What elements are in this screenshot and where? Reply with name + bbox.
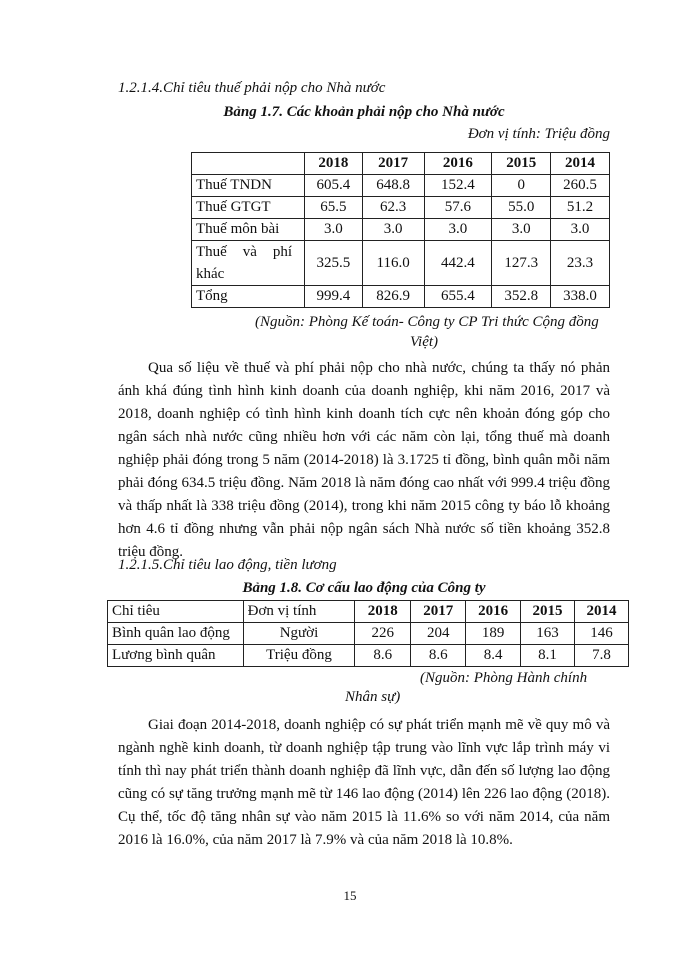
table-cell: 352.8 xyxy=(492,286,551,308)
row-label xyxy=(192,241,305,286)
table-cell: 152.4 xyxy=(424,175,492,197)
row-label-word: phí xyxy=(272,244,292,260)
table-cell: 51.2 xyxy=(551,197,610,219)
table-cell: 226 xyxy=(355,623,411,645)
table-cell: 57.6 xyxy=(424,197,492,219)
table-header-row xyxy=(108,601,629,623)
table-cell: 116.0 xyxy=(362,241,424,286)
table-cell: 8.4 xyxy=(466,645,521,667)
table-cell: 204 xyxy=(411,623,466,645)
table-row xyxy=(108,645,629,667)
row-label: Tổng xyxy=(192,286,305,308)
row-label: Bình quân lao động xyxy=(108,623,244,645)
header-cell xyxy=(192,153,305,175)
table-cell: 3.0 xyxy=(492,219,551,241)
header-cell: 2017 xyxy=(362,153,424,175)
table-row xyxy=(192,241,610,286)
header-cell: 2015 xyxy=(521,601,575,623)
table-row xyxy=(192,219,610,241)
row-label-line1 xyxy=(196,241,292,263)
page-number: 15 xyxy=(343,888,357,903)
table-cell: 0 xyxy=(492,175,551,197)
row-unit: Người xyxy=(243,623,355,645)
row-unit: Triệu đồng xyxy=(243,645,355,667)
header-cell: 2014 xyxy=(575,601,629,623)
table-cell: 3.0 xyxy=(551,219,610,241)
table-row xyxy=(192,197,610,219)
table-cell: 3.0 xyxy=(362,219,424,241)
table-cell: 8.1 xyxy=(521,645,575,667)
table-source-tax: (Nguồn: Phòng Kế toán- Công ty CP Tri thức Cộng đồng xyxy=(255,314,599,330)
table-title-tax: Bảng 1.7. Các khoản phải nộp cho Nhà nước xyxy=(223,104,505,120)
table-cell: 325.5 xyxy=(304,241,362,286)
table-source-labor: (Nguồn: Phòng Hành chính xyxy=(420,670,588,686)
row-label: Thuế môn bài xyxy=(192,219,305,241)
header-cell: 2016 xyxy=(466,601,521,623)
table-cell: 605.4 xyxy=(304,175,362,197)
table-cell: 62.3 xyxy=(362,197,424,219)
table-row xyxy=(192,286,610,308)
table-cell: 65.5 xyxy=(304,197,362,219)
header-cell: 2015 xyxy=(492,153,551,175)
header-cell: 2014 xyxy=(551,153,610,175)
header-cell: 2018 xyxy=(355,601,411,623)
row-label: Lương bình quân xyxy=(108,645,244,667)
section-heading-tax: 1.2.1.4.Chỉ tiêu thuế phải nộp cho Nhà nước xyxy=(118,80,386,96)
paragraph-tax-analysis: Qua số liệu về thuế và phí phải nộp cho nhà nước, chúng ta thấy nó phản ánh khá đúng tình hình kinh doanh của doanh nghiệp, khi năm 2016, 2017 và 2018, doanh nghiệp có tình hình kinh doanh tích cực nên khoản đóng góp cho ngân sách nhà nước cũng nhiều hơn với các năm còn lại, tổng thuế mà doanh nghiệp phải đóng trong 5 năm (2014-2018) là 3.1725 tỉ đồng, bình quân mỗi năm phải đóng 634.5 triệu đồng. Năm 2018 là năm đóng cao nhất với 999.4 triệu đồng và thấp nhất là 338 triệu đồng (2014), trong khi năm 2015 công ty báo lỗ khoảng hơn 4.6 tỉ đồng nhưng vẫn phải nộp ngân sách Nhà nước số tiền khoảng 352.8 triệu đồng. xyxy=(118,360,610,560)
table-row xyxy=(192,175,610,197)
header-cell: 2018 xyxy=(304,153,362,175)
labor-table xyxy=(107,600,629,667)
table-cell: 999.4 xyxy=(304,286,362,308)
table-cell: 3.0 xyxy=(304,219,362,241)
header-cell: Chỉ tiêu xyxy=(108,601,244,623)
section-heading-labor: 1.2.1.5.Chỉ tiêu lao động, tiền lương xyxy=(118,557,337,573)
header-cell: 2016 xyxy=(424,153,492,175)
table-cell: 7.8 xyxy=(575,645,629,667)
header-cell: 2017 xyxy=(411,601,466,623)
table-header-row xyxy=(192,153,610,175)
header-cell: Đơn vị tính xyxy=(243,601,355,623)
table-cell: 655.4 xyxy=(424,286,492,308)
table-cell: 55.0 xyxy=(492,197,551,219)
row-label-word: và xyxy=(242,244,257,260)
table-cell: 8.6 xyxy=(411,645,466,667)
table-row xyxy=(108,623,629,645)
table-cell: 442.4 xyxy=(424,241,492,286)
table-title-labor: Bảng 1.8. Cơ cấu lao động của Công ty xyxy=(242,580,486,596)
tax-table xyxy=(191,152,610,308)
table-unit-tax: Đơn vị tính: Triệu đồng xyxy=(467,126,610,142)
table-cell: 127.3 xyxy=(492,241,551,286)
row-label-line2: khác xyxy=(196,266,225,282)
table-cell: 163 xyxy=(521,623,575,645)
table-cell: 8.6 xyxy=(355,645,411,667)
table-cell: 3.0 xyxy=(424,219,492,241)
paragraph-labor-analysis: Giai đoạn 2014-2018, doanh nghiệp có sự phát triển mạnh mẽ về quy mô và ngành nghề kinh doanh, từ doanh nghiệp tập trung vào lĩnh vực lắp trình máy vi tính thì nay phát triển thành doanh nghiệp đã lĩnh vực, dẫn đến số lượng lao động cũng có sự tăng trưởng mạnh mẽ từ 146 lao động (2014) lên 226 lao động (2018). Cụ thể, tốc độ tăng nhân sự vào năm 2015 là 11.6% so với năm 2014, của năm 2016 là 16.0%, của năm 2017 là 7.9% và của năm 2018 là 10.8%. xyxy=(118,717,610,848)
row-label: Thuế GTGT xyxy=(192,197,305,219)
table-cell: 146 xyxy=(575,623,629,645)
table-source-tax-line2: Việt) xyxy=(410,334,439,350)
table-cell: 260.5 xyxy=(551,175,610,197)
table-cell: 648.8 xyxy=(362,175,424,197)
table-cell: 189 xyxy=(466,623,521,645)
table-cell: 338.0 xyxy=(551,286,610,308)
table-cell: 826.9 xyxy=(362,286,424,308)
row-label-word: Thuế xyxy=(196,244,227,260)
table-cell: 23.3 xyxy=(551,241,610,286)
table-source-labor-line2: Nhân sự) xyxy=(345,689,401,705)
row-label: Thuế TNDN xyxy=(192,175,305,197)
